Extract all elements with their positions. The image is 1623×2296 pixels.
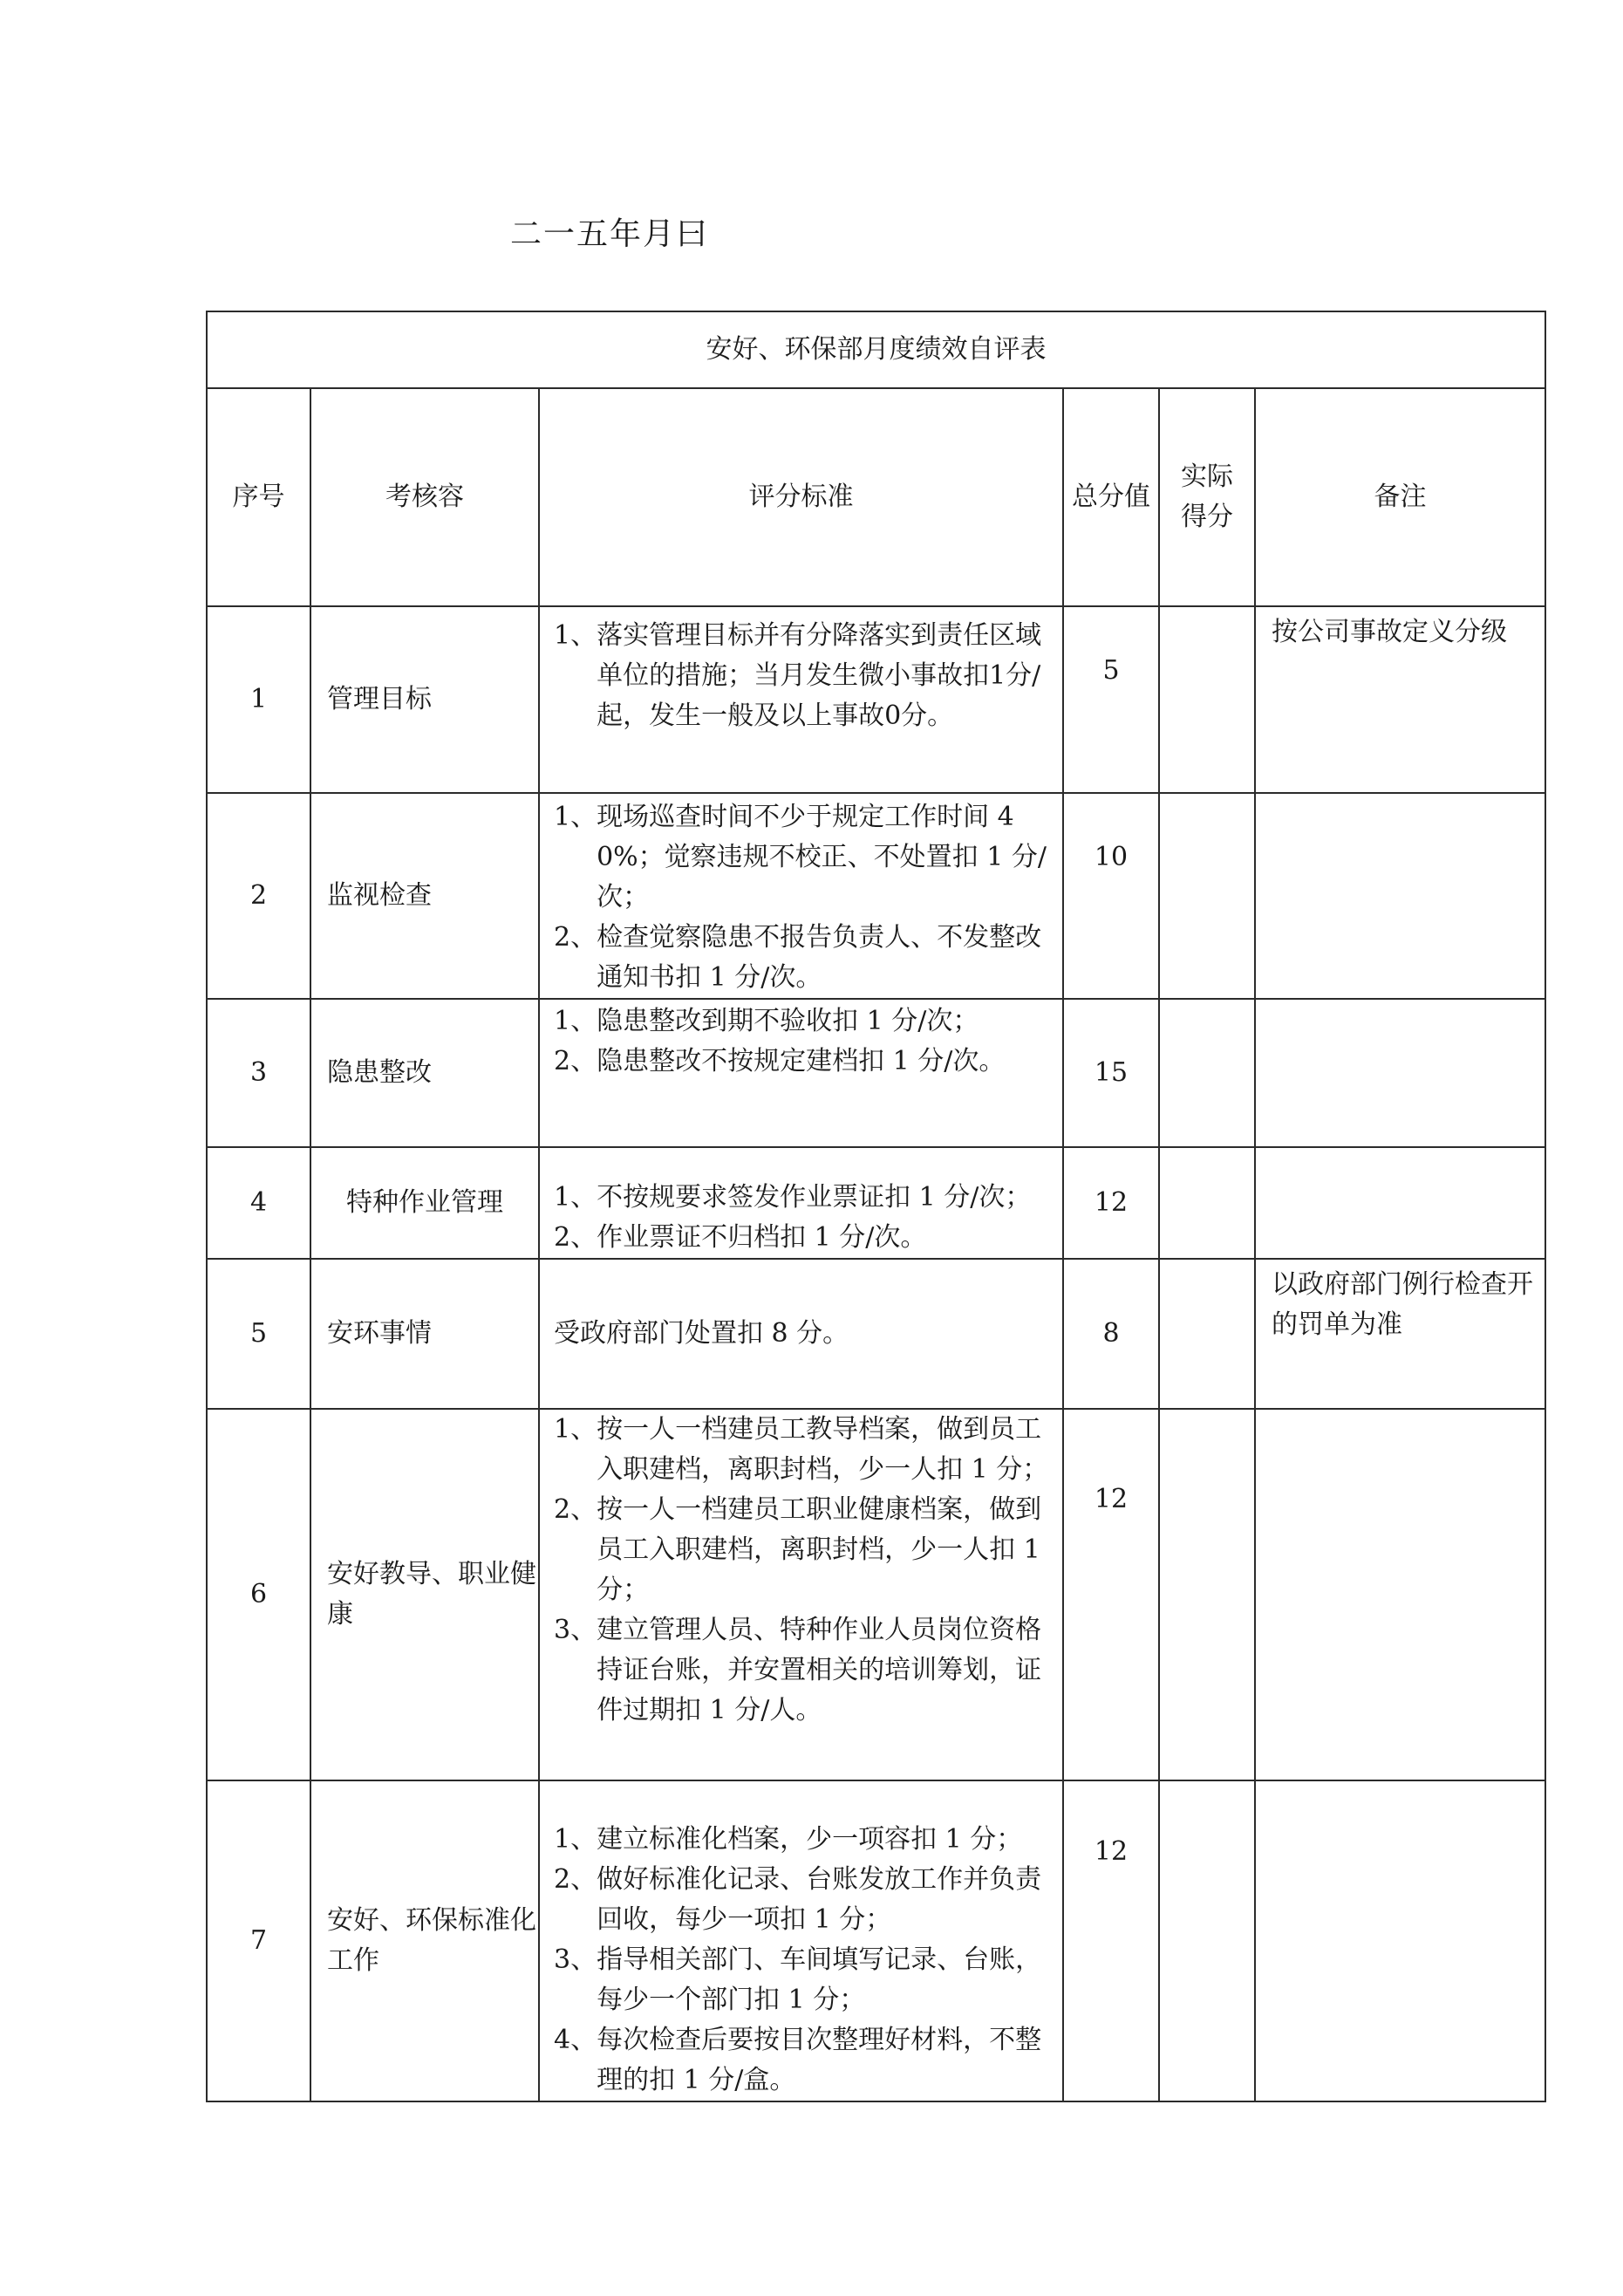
row-note (1255, 1780, 1545, 2101)
row-note (1255, 793, 1545, 999)
header-criteria: 评分标准 (539, 388, 1063, 606)
performance-table (206, 311, 1546, 2102)
header-note: 备注 (1255, 388, 1545, 606)
row-seq: 2 (207, 793, 310, 999)
table-row (207, 999, 1545, 1147)
criteria-text: 建立标准化档案，少一项容扣 1 分； (597, 1824, 1023, 1855)
row-criteria (539, 1409, 1063, 1780)
row-total: 12 (1063, 1780, 1159, 2101)
table-row (207, 1409, 1545, 1780)
table-row (207, 1259, 1545, 1409)
criteria-number: 1、 (554, 1006, 597, 1036)
table-row (207, 793, 1545, 999)
criteria-text: 按一人一档建员工职业健康档案，做到员工入职建档，离职封档，少一人扣 1 分； (597, 1494, 1042, 1605)
criteria-text: 按一人一档建员工教导档案，做到员工入职建档，离职封档，少一人扣 1 分； (597, 1414, 1049, 1485)
criteria-item (554, 1410, 1057, 1490)
criteria-item (554, 1178, 1057, 1218)
criteria-text: 隐患整改不按规定建档扣 1 分/次。 (597, 1046, 1006, 1076)
row-actual (1159, 1147, 1255, 1259)
row-total: 5 (1063, 606, 1159, 793)
row-actual (1159, 999, 1255, 1147)
document-date: 二一五年月曰 (510, 216, 710, 252)
criteria-number: 1、 (554, 1414, 597, 1445)
row-note (1255, 1147, 1545, 1259)
criteria-text: 受政府部门处置扣 8 分。 (554, 1318, 849, 1349)
criteria-item (554, 797, 1057, 918)
row-seq: 6 (207, 1409, 310, 1780)
row-note: 按公司事故定义分级 (1255, 606, 1545, 793)
criteria-item (554, 1001, 1057, 1042)
row-actual (1159, 1409, 1255, 1780)
row-total: 15 (1063, 999, 1159, 1147)
header-actual-line1: 实际 (1181, 461, 1233, 492)
header-actual (1159, 388, 1255, 606)
row-content: 管理目标 (310, 606, 539, 793)
criteria-text: 现场巡查时间不少于规定工作时间 4 0%；觉察违规不校正、不处置扣 1 分/次； (597, 802, 1047, 912)
criteria-number: 2、 (554, 1046, 597, 1076)
criteria-text: 检查觉察隐患不报告负责人、不发整改通知书扣 1 分/次。 (597, 922, 1042, 993)
row-actual (1159, 1780, 1255, 2101)
header-actual-line2: 得分 (1181, 502, 1233, 532)
criteria-text: 落实管理目标并有分降落实到责任区域单位的措施；当月发生微小事故扣1分/起，发生一般及以上事故0分。 (597, 620, 1042, 731)
criteria-text: 作业票证不归档扣 1 分/次。 (597, 1222, 927, 1253)
row-criteria (539, 1147, 1063, 1259)
row-content: 隐患整改 (310, 999, 539, 1147)
row-criteria (539, 1259, 1063, 1409)
row-actual (1159, 793, 1255, 999)
criteria-number: 3、 (554, 1944, 597, 1975)
row-content: 特种作业管理 (310, 1147, 539, 1259)
row-content: 安好教导、职业健康 (310, 1409, 539, 1780)
criteria-text: 做好标准化记录、台账发放工作并负责回收，每少一项扣 1 分； (597, 1864, 1042, 1935)
criteria-text: 隐患整改到期不验收扣 1 分/次； (597, 1006, 979, 1036)
row-seq: 3 (207, 999, 310, 1147)
criteria-number: 1、 (554, 1824, 597, 1855)
criteria-item (554, 1218, 1057, 1258)
row-seq: 1 (207, 606, 310, 793)
row-total: 8 (1063, 1259, 1159, 1409)
criteria-item (554, 918, 1057, 998)
criteria-number: 2、 (554, 922, 597, 953)
criteria-item (554, 1820, 1057, 1860)
criteria-number: 1、 (554, 802, 597, 832)
row-criteria (539, 606, 1063, 793)
criteria-item (554, 616, 1057, 736)
header-seq: 序号 (207, 388, 310, 606)
table-row (207, 1147, 1545, 1259)
criteria-text: 建立管理人员、特种作业人员岗位资格持证台账，并安置相关的培训筹划，证件过期扣 1 分/人。 (597, 1615, 1042, 1725)
criteria-text: 每次检查后要按目次整理好材料，不整理的扣 1 分/盒。 (597, 2025, 1042, 2095)
form-title: 安好、环保部月度绩效自评表 (207, 311, 1545, 388)
row-criteria (539, 1780, 1063, 2101)
row-content: 安好、环保标准化工作 (310, 1780, 539, 2101)
criteria-number: 2、 (554, 1864, 597, 1895)
header-row (207, 388, 1545, 606)
row-note (1255, 999, 1545, 1147)
row-total: 10 (1063, 793, 1159, 999)
row-content: 监视检查 (310, 793, 539, 999)
criteria-item (554, 1940, 1057, 2020)
criteria-number: 2、 (554, 1494, 597, 1525)
criteria-item (554, 2020, 1057, 2101)
row-criteria (539, 999, 1063, 1147)
title-row (207, 311, 1545, 388)
row-total: 12 (1063, 1147, 1159, 1259)
criteria-text: 不按规要求签发作业票证扣 1 分/次； (597, 1182, 1032, 1213)
criteria-text: 指导相关部门、车间填写记录、台账，每少一个部门扣 1 分； (597, 1944, 1042, 2015)
criteria-item (554, 1610, 1057, 1731)
row-note: 以政府部门例行检查开的罚单为准 (1255, 1259, 1545, 1409)
row-seq: 4 (207, 1147, 310, 1259)
criteria-number: 2、 (554, 1222, 597, 1253)
row-content: 安环事情 (310, 1259, 539, 1409)
criteria-item (554, 1860, 1057, 1940)
row-total: 12 (1063, 1409, 1159, 1780)
criteria-item (554, 1042, 1057, 1082)
row-note (1255, 1409, 1545, 1780)
criteria-number: 3、 (554, 1615, 597, 1645)
criteria-item (554, 1490, 1057, 1610)
header-total: 总分值 (1063, 388, 1159, 606)
row-actual (1159, 1259, 1255, 1409)
table-row (207, 1780, 1545, 2101)
table-row (207, 606, 1545, 793)
row-seq: 7 (207, 1780, 310, 2101)
criteria-number: 1、 (554, 1182, 597, 1213)
row-actual (1159, 606, 1255, 793)
row-criteria (539, 793, 1063, 999)
header-content: 考核容 (310, 388, 539, 606)
row-seq: 5 (207, 1259, 310, 1409)
criteria-number: 1、 (554, 620, 597, 651)
criteria-number: 4、 (554, 2025, 597, 2055)
